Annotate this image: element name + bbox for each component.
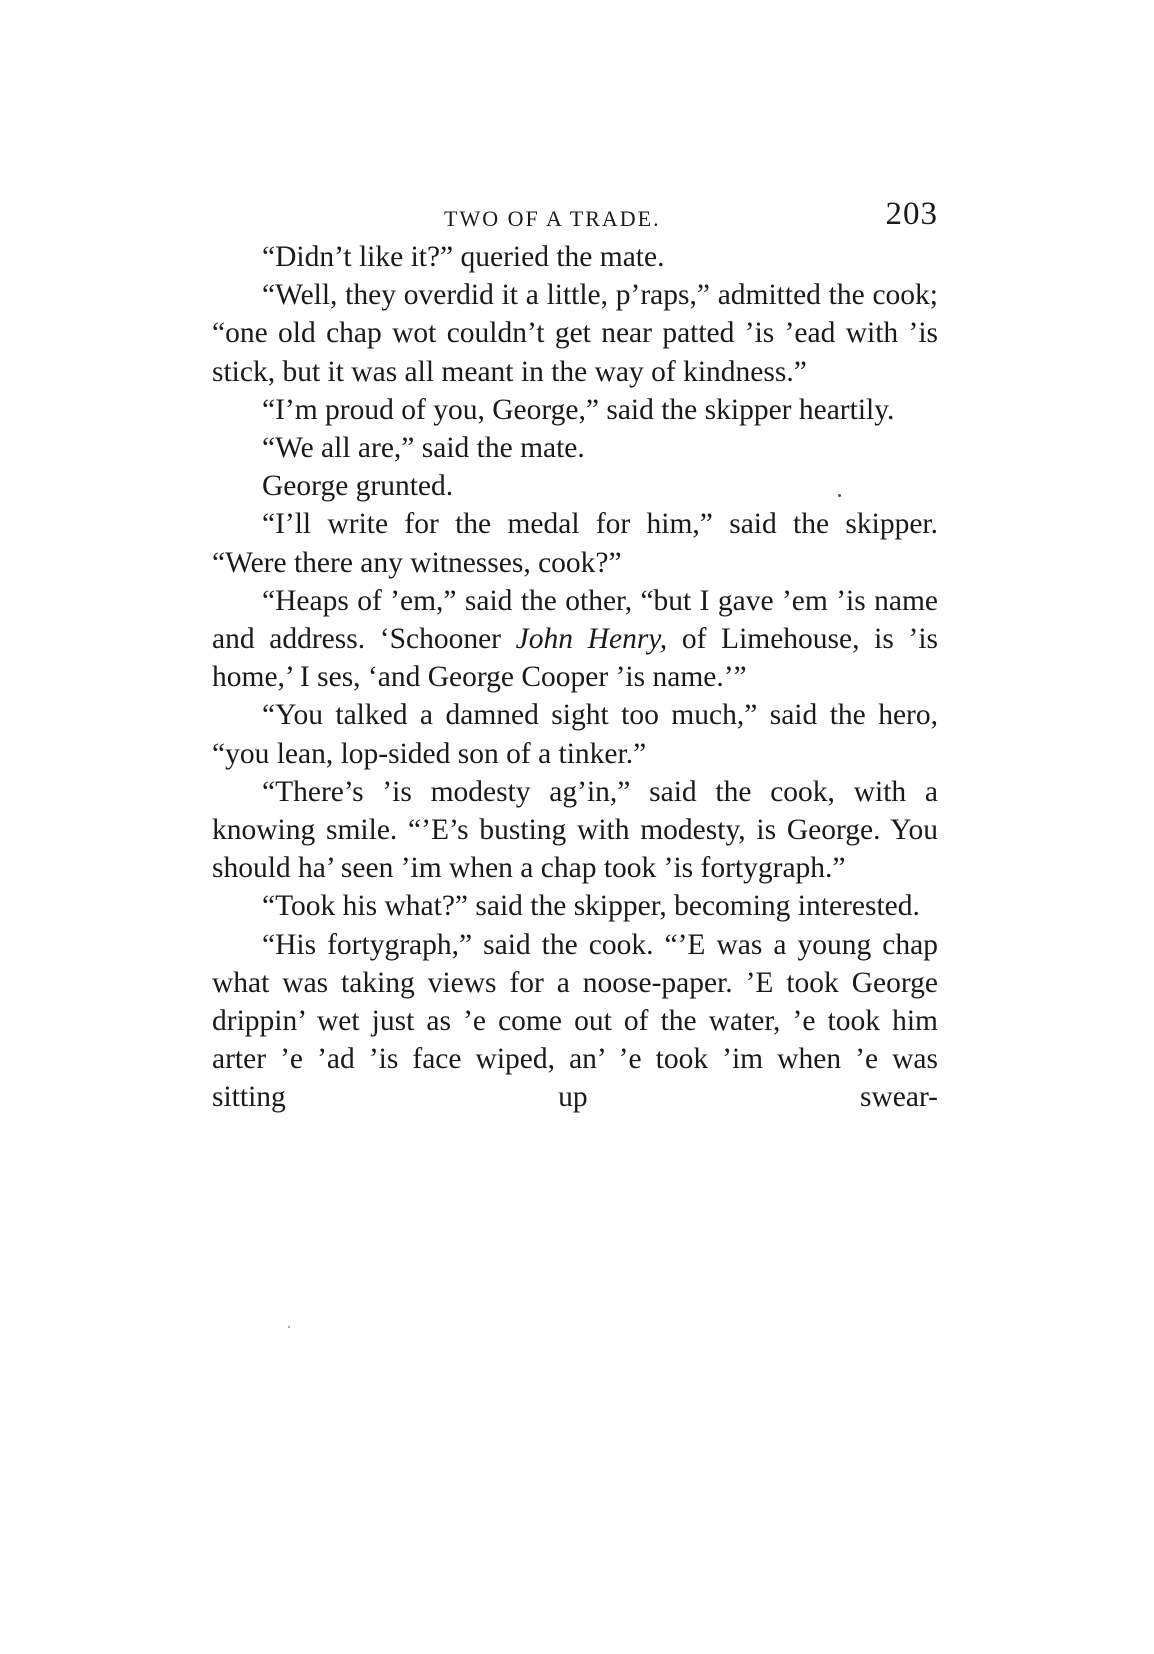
paragraph: “I’ll write for the medal for him,” said the skipper. “Were there any witnesses, cook?”: [212, 508, 938, 579]
body-text: [212, 238, 938, 1117]
book-page: [212, 0, 938, 1654]
paragraph: [212, 582, 938, 697]
running-title: TWO OF A TRADE.: [444, 206, 661, 231]
ink-speck: [288, 1326, 290, 1328]
paragraph: “His fortygraph,” said the cook. “’E was a young chap what was taking views for a noose-paper. ’E took George drippin’ wet just as ’e come out of the water, ’e took him arter ’e ’ad ’is face wiped, an’ ’e took ’im when ’e was sitting up swear-: [212, 928, 938, 1114]
paragraph: “There’s ’is modesty ag’in,” said the cook, with a knowing smile. “’E’s busting with modesty, is George. You should ha’ seen ’im when a chap took ’is fortygraph.”: [212, 775, 938, 885]
paragraph-text: of Limehouse, is ’is home,’ I ses, ‘and George Cooper ’is name.’”: [212, 623, 939, 694]
paragraph: “You talked a damned sight too much,” said the hero, “you lean, lop-sided son of a tinker.”: [212, 699, 938, 770]
page-number: 203: [885, 196, 938, 232]
paragraph: “We all are,” said the mate.: [262, 432, 585, 465]
paragraph: “Well, they overdid it a little, p’raps,” admitted the cook; “one old chap wot couldn’t get near patted ’is ’ead with ’is stick, but it was all meant in the way of kindness.”: [212, 279, 938, 388]
paragraph-text: “Heaps of ’em,” said the other, “but I gave ’em ’is name and address. ‘Schooner: [212, 584, 938, 656]
paragraph: “I’m proud of you, George,” said the skipper heartily.: [262, 393, 895, 426]
paragraph: George grunted.: [262, 470, 454, 503]
paragraph: “Took his what?” said the skipper, becoming interested.: [262, 890, 920, 923]
ink-speck: [838, 494, 841, 497]
paragraph: “Didn’t like it?” queried the mate.: [262, 241, 665, 273]
ship-name: John Henry,: [515, 623, 668, 656]
